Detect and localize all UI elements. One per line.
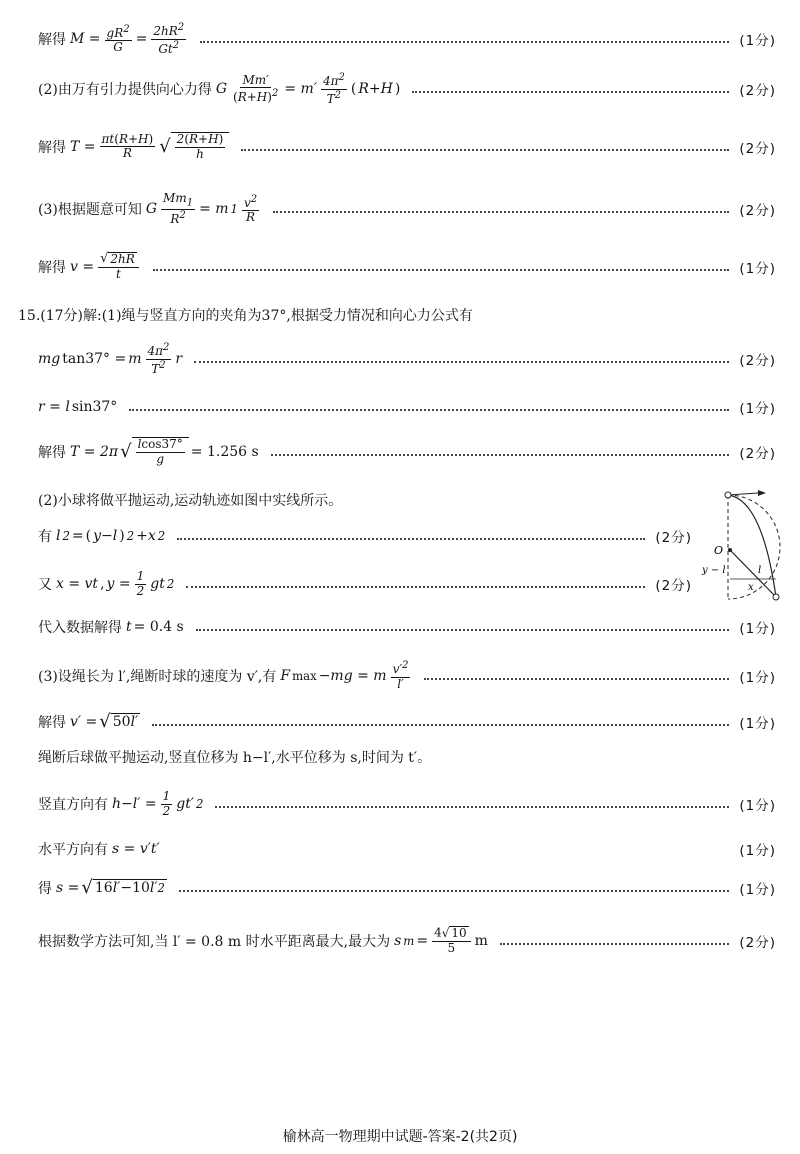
label-o: O bbox=[714, 544, 724, 557]
dot-leader bbox=[129, 409, 729, 411]
page-footer: 榆林高一物理期中试题-答案-2(共2页) bbox=[282, 1129, 518, 1145]
line-10-formula: x = vt , y = $\frac{1}{2}$ gt 2 bbox=[56, 569, 175, 598]
line-14-formula: h−l′ = $\frac{1}{2}$ gt′ 2 bbox=[112, 789, 204, 818]
dot-leader bbox=[153, 269, 730, 271]
line-17-formula: s m = 4 √ 10 5 m bbox=[394, 925, 488, 955]
line-5-prefix: 解得 bbox=[38, 259, 66, 276]
label-x: x bbox=[748, 582, 754, 593]
answer-line-16 bbox=[38, 877, 776, 898]
dot-leader bbox=[194, 361, 729, 363]
answer-line-6 bbox=[38, 342, 776, 377]
answer-line-2 bbox=[38, 72, 776, 107]
dot-leader bbox=[186, 586, 645, 588]
line-12-score: (1分) bbox=[739, 669, 776, 686]
line-16-formula: s = √ 16 l′ −10 l′ 2 bbox=[56, 877, 165, 898]
line-10-prefix: 又 bbox=[38, 577, 52, 594]
line-9-formula: l 2 = ( y−l ) 2 +x 2 bbox=[56, 528, 166, 544]
line-7-formula: r = l sin37° bbox=[38, 399, 118, 415]
line-1-formula: M = $\frac{gR^2}{G}$ = $\frac{2hR^2}{Gt^2}$ bbox=[70, 22, 185, 56]
line-3-prefix: 解得 bbox=[38, 139, 66, 156]
line-14-prefix: 竖直方向有 bbox=[38, 797, 108, 814]
answer-line-11 bbox=[38, 617, 776, 637]
line-14-score: (1分) bbox=[739, 798, 776, 815]
line-12-formula: F max −mg = m $\frac{v'^2}{l'}$ bbox=[280, 660, 409, 691]
ball-end bbox=[773, 594, 779, 600]
line-6-score: (2分) bbox=[739, 353, 776, 370]
dot-leader bbox=[177, 538, 645, 540]
line-17-prefix: 根据数学方法可知,当 l′ = 0.8 m 时水平距离最大,最大为 bbox=[38, 933, 391, 950]
line-9-score: (2分) bbox=[655, 530, 692, 546]
ball-start bbox=[725, 492, 731, 498]
answer-line-5 bbox=[38, 252, 776, 282]
line-8-formula: T = 2π √ $\frac{lcos37^\circ}{g}$ = 1.256 s bbox=[70, 437, 259, 466]
answer-line-15 bbox=[38, 839, 776, 859]
arrowhead-icon bbox=[758, 490, 766, 496]
line-5-score: (1分) bbox=[739, 260, 776, 277]
dot-leader bbox=[241, 149, 729, 151]
answer-line-7 bbox=[38, 397, 776, 417]
line-8-prefix: 解得 bbox=[38, 444, 66, 461]
line-15-formula: s = v′t′ bbox=[112, 841, 160, 857]
line-7-score: (1分) bbox=[739, 401, 776, 417]
label-l: l bbox=[758, 565, 762, 576]
line-1-prefix: 解得 bbox=[38, 32, 66, 49]
line-4-formula: G $\frac{Mm_1}{R^2}$ = m 1 $\frac{v^2}{R}$ bbox=[145, 191, 258, 226]
line-11-prefix: 代入数据解得 bbox=[38, 620, 122, 636]
line-15-score: (1分) bbox=[739, 843, 776, 859]
line-11-formula: t = 0.4 s bbox=[126, 619, 184, 635]
answer-line-4 bbox=[38, 192, 776, 227]
dot-leader bbox=[273, 211, 729, 213]
circle-dashed-arc bbox=[728, 495, 780, 599]
answer-line-10 bbox=[38, 570, 692, 599]
answer-line-14 bbox=[38, 790, 776, 819]
line-2-score: (2分) bbox=[739, 83, 776, 100]
line-4-score: (2分) bbox=[739, 203, 776, 220]
line-16-score: (1分) bbox=[739, 881, 776, 898]
line-4-prefix: (3)根据题意可知 bbox=[38, 202, 142, 219]
line-10-score: (2分) bbox=[655, 578, 692, 595]
label-y-minus-l: y − l bbox=[702, 565, 726, 576]
dot-leader bbox=[412, 91, 729, 93]
dot-leader bbox=[215, 806, 729, 808]
question-15-heading: 15.(17分)解:(1)绳与竖直方向的夹角为37°,根据受力情况和向心力公式有 bbox=[18, 308, 473, 324]
line-12-prefix: (3)设绳长为 l′,绳断时球的速度为 v′,有 bbox=[38, 668, 277, 685]
dot-leader bbox=[200, 41, 729, 43]
line-9-prefix: 有 bbox=[38, 529, 52, 545]
dot-leader bbox=[179, 890, 729, 892]
line-13-formula: v′ = √ 50 l′ bbox=[70, 711, 139, 732]
line-17-score: (2分) bbox=[739, 934, 776, 951]
dot-leader bbox=[424, 678, 729, 680]
answer-line-8 bbox=[38, 437, 776, 467]
dot-leader bbox=[500, 943, 729, 945]
line-13-prefix: 解得 bbox=[38, 714, 66, 731]
trajectory-diagram bbox=[700, 487, 792, 607]
answer-line-12 bbox=[38, 660, 776, 692]
answer-line-3 bbox=[38, 132, 776, 162]
line-15-prefix: 水平方向有 bbox=[38, 842, 108, 858]
part-2-text: (2)小球将做平抛运动,运动轨迹如图中实线所示。 bbox=[38, 493, 343, 509]
line-6-formula: mg tan37° = m $\frac{4\pi^2}{T^2}$ r bbox=[38, 342, 183, 376]
line-2-formula: G $\frac{Mm'}{(R+H)^2}$ = m′ $\frac{4\pi^2}{T^2}$ ( R+H ) bbox=[215, 72, 401, 106]
line-1-score: (1分) bbox=[739, 33, 776, 50]
answer-line-17 bbox=[38, 926, 776, 956]
line-8-score: (2分) bbox=[739, 445, 776, 462]
answer-line-9 bbox=[38, 526, 692, 546]
line-16-prefix: 得 bbox=[38, 880, 52, 897]
answer-line-1 bbox=[38, 22, 776, 57]
part-3-text: 绳断后球做平抛运动,竖直位移为 h−l′,水平位移为 s,时间为 t′。 bbox=[38, 750, 432, 766]
velocity-arrow bbox=[728, 493, 758, 495]
line-2-prefix: (2)由万有引力提供向心力得 bbox=[38, 82, 212, 99]
line-5-formula: v = √ 2hR t bbox=[70, 252, 141, 282]
answer-line-13 bbox=[38, 711, 776, 732]
dot-leader bbox=[196, 629, 730, 631]
line-11-score: (1分) bbox=[739, 621, 776, 637]
line-3-score: (2分) bbox=[739, 140, 776, 157]
dot-leader bbox=[271, 454, 730, 456]
dot-leader bbox=[152, 724, 729, 726]
line-13-score: (1分) bbox=[739, 715, 776, 732]
line-3-formula: T = $\frac{\pi t(R+H)}{R}$ √ $\frac{2(R+H)}{h}$ bbox=[70, 132, 229, 162]
